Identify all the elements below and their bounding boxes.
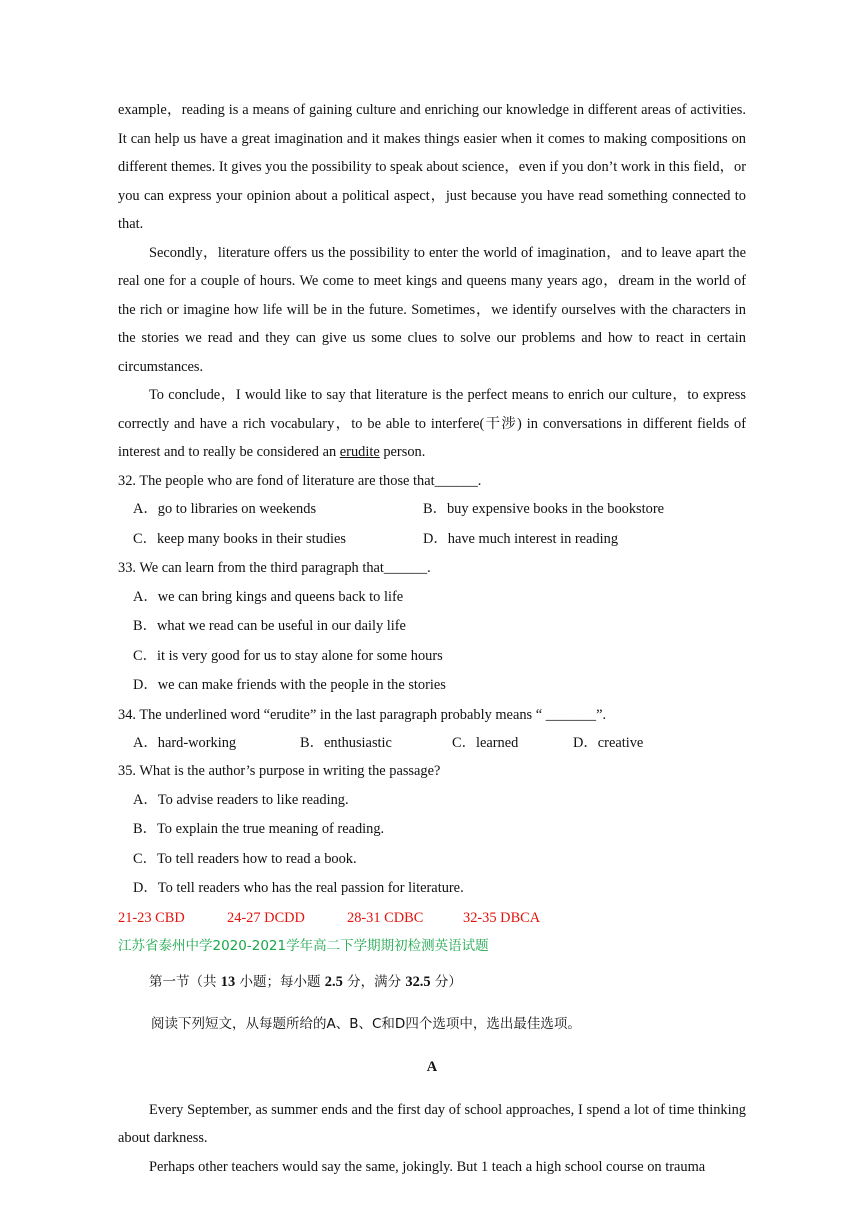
passage-paragraph-1: example，reading is a means of gaining culture and enriching our knowledge in different areas of activities. It can help us have a great imagination and it makes things easier when it comes to making compositions on different themes. It gives you the possibility to speak about science，even if you don’t work in this field，or you can express your opinion about a political aspect，just because you have read something connected to that. bbox=[118, 102, 746, 232]
section-header: 第一节（共 13 小题；每小题 2.5 分，满分 32.5 分） bbox=[149, 973, 462, 990]
paragraph-lead: example bbox=[118, 102, 167, 118]
option-a: A．To advise readers to like reading. bbox=[133, 791, 349, 808]
option-b: B．To explain the true meaning of reading. bbox=[133, 821, 385, 837]
option-c: C．keep many books in their studies bbox=[133, 530, 347, 547]
answer-key bbox=[118, 904, 746, 932]
question-33-stem: 33. We can learn from the third paragraph that______. bbox=[118, 560, 431, 576]
option-b: B．enthusiastic bbox=[300, 735, 392, 751]
points-each: 2.5 bbox=[324, 973, 343, 990]
question-35-stem: 35. What is the author’s purpose in writing the passage? bbox=[118, 763, 441, 779]
option-d: D．have much interest in reading bbox=[423, 530, 619, 547]
section-instruction: 阅读下列短文，从每题所给的A、B、C和D四个选项中，选出最佳选项。 bbox=[151, 1016, 581, 1032]
option-d: D．we can make friends with the people in the stories bbox=[133, 677, 446, 693]
option-d: D．creative bbox=[573, 735, 644, 751]
option-c: C．it is very good for us to stay alone for some hours bbox=[133, 647, 443, 664]
option-c: C．learned bbox=[452, 735, 519, 751]
passage-paragraph-3 bbox=[118, 381, 746, 467]
question-32-stem: 32. The people who are fond of literature are those that______. bbox=[118, 472, 482, 489]
answer-group: 28-31 CDBC bbox=[347, 909, 424, 926]
option-c: C．To tell readers how to read a book. bbox=[133, 850, 357, 867]
option-a: A．go to libraries on weekends bbox=[133, 501, 317, 517]
document-page bbox=[118, 96, 746, 1181]
question-32-options-row-2 bbox=[118, 525, 746, 555]
option-a: A．we can bring kings and queens back to life bbox=[133, 588, 404, 605]
paragraph-text: person. bbox=[379, 444, 426, 460]
option-a: A．hard-working bbox=[133, 735, 237, 751]
answer-group: 21-23 CBD bbox=[118, 909, 185, 926]
paragraph-text: reading is a means of gaining culture and enriching our knowledge in different areas of activities. It can help us have a great imagination and it makes things easier when it comes to making compositions on different themes. It gives you the possibility to speak about science，even if you don’t work in this field，or you can express your opinion about a political aspect，just because you have read something connected to that. bbox=[118, 102, 746, 232]
option-b: B．what we read can be useful in our daily life bbox=[133, 618, 406, 634]
question-32-options-row-1 bbox=[118, 495, 746, 525]
answer-group: 24-27 DCDD bbox=[227, 909, 305, 926]
passage-heading: A bbox=[426, 1059, 438, 1076]
points-total: 32.5 bbox=[405, 973, 431, 990]
exam-source-title: 江苏省泰州中学2020-2021学年高二下学期期初检测英语试题 bbox=[118, 937, 489, 954]
question-34-stem: 34. The underlined word “erudite” in the last paragraph probably means “ _______”. bbox=[118, 706, 607, 723]
answer-group: 32-35 DBCA bbox=[463, 909, 541, 926]
option-b: B．buy expensive books in the bookstore bbox=[423, 501, 665, 517]
underlined-word: erudite bbox=[339, 444, 380, 460]
question-34-options bbox=[118, 729, 746, 757]
passage-a-paragraph-1: Every September, as summer ends and the first day of school approaches, I spend a lot of time thinking about darkness. bbox=[118, 1101, 746, 1147]
question-count: 13 bbox=[220, 973, 236, 990]
passage-paragraph-2: Secondly，literature offers us the possibility to enter the world of imagination，and to leave apart the real one for a couple of hours. We come to meet kings and queens many years ago，dream in the world of the rich or imagine how life will be in the future. Sometimes，we identify ourselves with the characters in the stories we read and they can give us some clues to solve our problems and how to react in certain circumstances. bbox=[118, 244, 746, 375]
paragraph-text: To conclude，I would like to say that literature is the perfect means to enrich our culture，to express correctly and have a rich vocabulary，to be able to interfere(干涉) in conversations in different fields of interest and to really be considered an bbox=[118, 387, 746, 460]
passage-a-paragraph-2: Perhaps other teachers would say the same, jokingly. But 1 teach a high school course on trauma bbox=[149, 1158, 706, 1175]
option-d: D．To tell readers who has the real passion for literature. bbox=[133, 880, 464, 896]
